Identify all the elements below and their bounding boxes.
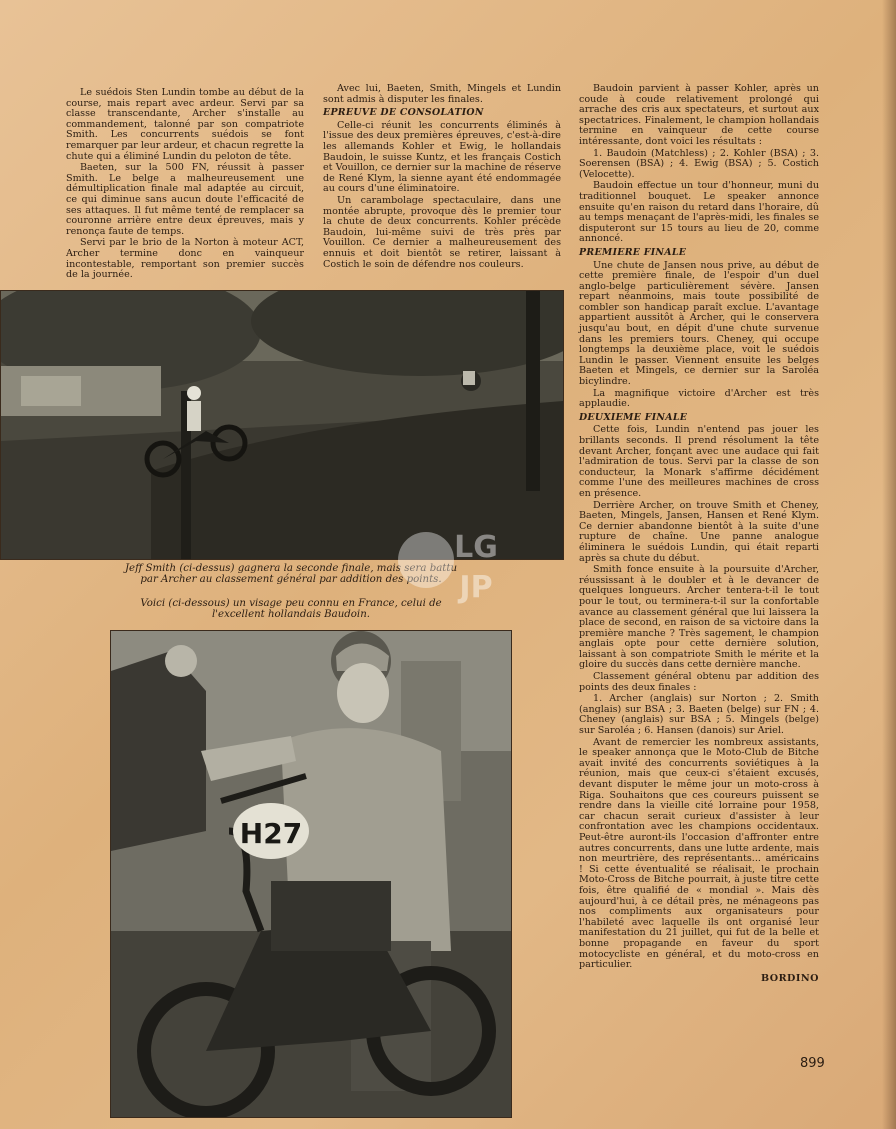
paragraph: Cette fois, Lundin n'entend pas jouer les brillants seconds. Il prend résolument la tête devant Archer, fonçant avec une audace qui fait l'admiration de tous. Servi par la classe de son conducteur, la Monark s'affirme décidément comme l'une des meilleures machines de cross en présence. [579, 424, 819, 499]
paragraph: Baudoin effectue un tour d'honneur, muni du traditionnel bouquet. Le speaker annonce ensuite qu'en raison du retard dans l'horaire, dû au temps menaçant de l'après-midi, les finales se disputeront sur 15 tours au lieu de 20, comme annoncé. [579, 180, 819, 245]
photo-caption-top: Jeff Smith (ci-dessus) gagnera la seconde finale, mais sera battu par Archer au classement général par addition des points. [124, 563, 458, 585]
paragraph: Avec lui, Baeten, Smith, Mingels et Lundin sont admis à disputer les finales. [323, 83, 561, 105]
watermark-logo [388, 515, 518, 605]
results-list: 1. Baudoin (Matchless) ; 2. Kohler (BSA) ; 3. Soerensen (BSA) ; 4. Ewig (BSA) ; 5. Costich (Velocette). [579, 147, 819, 180]
paragraph: Baudoin parvient à passer Kohler, après un coude à coude relativement prolongé qui arrache des cris aux spectateurs, et surtout aux spectatrices. Finalement, le champion hollandais termine en vainqueur de cette course intéressante, dont voici les résultats : [579, 83, 819, 147]
article-column-2 [323, 84, 561, 271]
paragraph: Celle-ci réunit les concurrents éliminés à l'issue des deux premières épreuves, c'est-à-dire les allemands Kohler et Ewig, le hollandais Baudoin, le suisse Kuntz, et les français Costich et Vouillon, ce dernier sur la machine de réserve de René Klym, la sienne ayant été endommagée au cours d'une éliminatoire. [323, 119, 561, 195]
photo-baudoin-illustration [111, 631, 511, 1117]
paragraph: Avant de remercier les nombreux assistants, le speaker annonça que le Moto-Club de Bitche avait invité des concurrents soviétiques à la réunion, mais que ceux-ci s'étaient excusés, devant disputer le même jour un moto-cross à Riga. Souhaitons que ces coureurs puissent se rendre dans la vieille cité lorraine pour 1958, car chacun serait curieux d'assister à leur confrontation avec les champions occidentaux. Peut-être auront-ils l'occasion d'affronter entre autres concurrents, dans une lutte ardente, mais non meurtrière, des représentants... américains ! Si cette éventualité se réalisait, le prochain Moto-Cross de Bitche pourrait, à juste titre cette fois, être qualifié de « mondial ». Mais dès aujourd'hui, à ce détail près, ne ménageons pas nos compliments aux organisateurs pour l'habileté avec laquelle ils ont organisé leur manifestation du 21 juillet, qui fut de la belle et bonne propagande en faveur du sport motocycliste en général, et du moto-cross en particulier. [579, 736, 819, 971]
section-heading: PREMIERE FINALE [579, 246, 687, 258]
section-heading: DEUXIEME FINALE [579, 411, 688, 423]
results-list: 1. Archer (anglais) sur Norton ; 2. Smith (anglais) sur BSA ; 3. Baeten (belge) sur FN ; 4. Cheney (anglais) sur BSA ; 5. Mingels (belge) sur Saroléa ; 6. Hansen (danois) sur Ariel. [579, 693, 819, 737]
watermark-text-top: LG [454, 530, 498, 565]
paragraph: Smith fonce ensuite à la poursuite d'Archer, réussissant à le doubler et à le devancer de quelques longueurs. Archer tentera-t-il le tout pour le tout, ou terminera-t-il sur la confortable avance au classement général que lui laissera la place de second, en raison de sa victoire dans la première manche ? Très sagement, le champion anglais opte pour cette dernière solution, laissant à son compatriote Smith le mérite et la gloire du succès dans cette dernière manche. [579, 564, 819, 671]
paragraph: Derrière Archer, on trouve Smith et Cheney, Baeten, Mingels, Jansen, Hansen et René Klym. Ce dernier abandonne bientôt à la suite d'une rupture de chaîne. Une panne analogue éliminera le suédois Lundin, qui était reparti après sa chute du début. [579, 499, 819, 564]
race-number-plate: H27 [239, 817, 303, 850]
paragraph: Baeten, sur la 500 FN, réussit à passer Smith. Le belge a malheureusement une démultiplication finale mal adaptée au circuit, ce qui diminue sans aucun doute l'efficacité de ses attaques. Il fut même tenté de remplacer sa couronne arrière entre deux épreuves, mais y renonça faute de temps. [66, 162, 304, 237]
section-heading: EPREUVE DE CONSOLATION [323, 107, 484, 119]
author-signature: BORDINO [760, 972, 819, 984]
paragraph: Le suédois Sten Lundin tombe au début de la course, mais repart avec ardeur. Servi par sa classe transcendante, Archer s'installe au commandement, talonné par son compatriote Smith. Les concurrents suédois se font remarquer par leur ardeur, et chacun regrette la chute qui a éliminé Lundin du peloton de tête. [66, 87, 304, 162]
photo-baudoin-portrait [110, 630, 512, 1118]
paragraph: Une chute de Jansen nous prive, au début de cette première finale, de l'espoir d'un duel anglo-belge particulièrement sévère. Jansen repart néanmoins, mais toute possibilité de combler son handicap paraît exclue. L'avantage appartient aussitôt à Archer, qui le conservera jusqu'au bout, en dépit d'une chute survenue dans les premiers tours. Cheney, qui occupe longtemps la deuxième place, voit le suédois Lundin le passer. Viennent ensuite les belges Baeten et Mingels, ce dernier sur la Saroléa bicylindre. [579, 259, 819, 388]
article-column-1 [66, 88, 304, 282]
paragraph: Un carambolage spectaculaire, dans une montée abrupte, provoque dès le premier tour la chute de deux concurrents. Kohler précède Baudoin, lui-même suivi de très près par Vouillon. Ce dernier a malheureusement des ennuis et doit bientôt se retirer, laissant à Costich le soin de défendre nos couleurs. [323, 194, 561, 270]
photo-caption-bottom: Voici (ci-dessous) un visage peu connu en France, celui de l'excellent hollandais Baudoin. [140, 598, 442, 620]
watermark-text-bottom: JP [459, 570, 493, 605]
paragraph: Servi par le brio de la Norton à moteur ACT, Archer termine donc en vainqueur incontestable, remportant son premier succès de la journée. [66, 237, 304, 281]
paragraph: La magnifique victoire d'Archer est très applaudie. [579, 387, 819, 410]
page-number: 899 [800, 1056, 825, 1071]
page-edge-shadow [882, 0, 896, 1129]
paragraph: Classement général obtenu par addition des points des deux finales : [579, 671, 819, 693]
article-column-3 [579, 84, 819, 984]
